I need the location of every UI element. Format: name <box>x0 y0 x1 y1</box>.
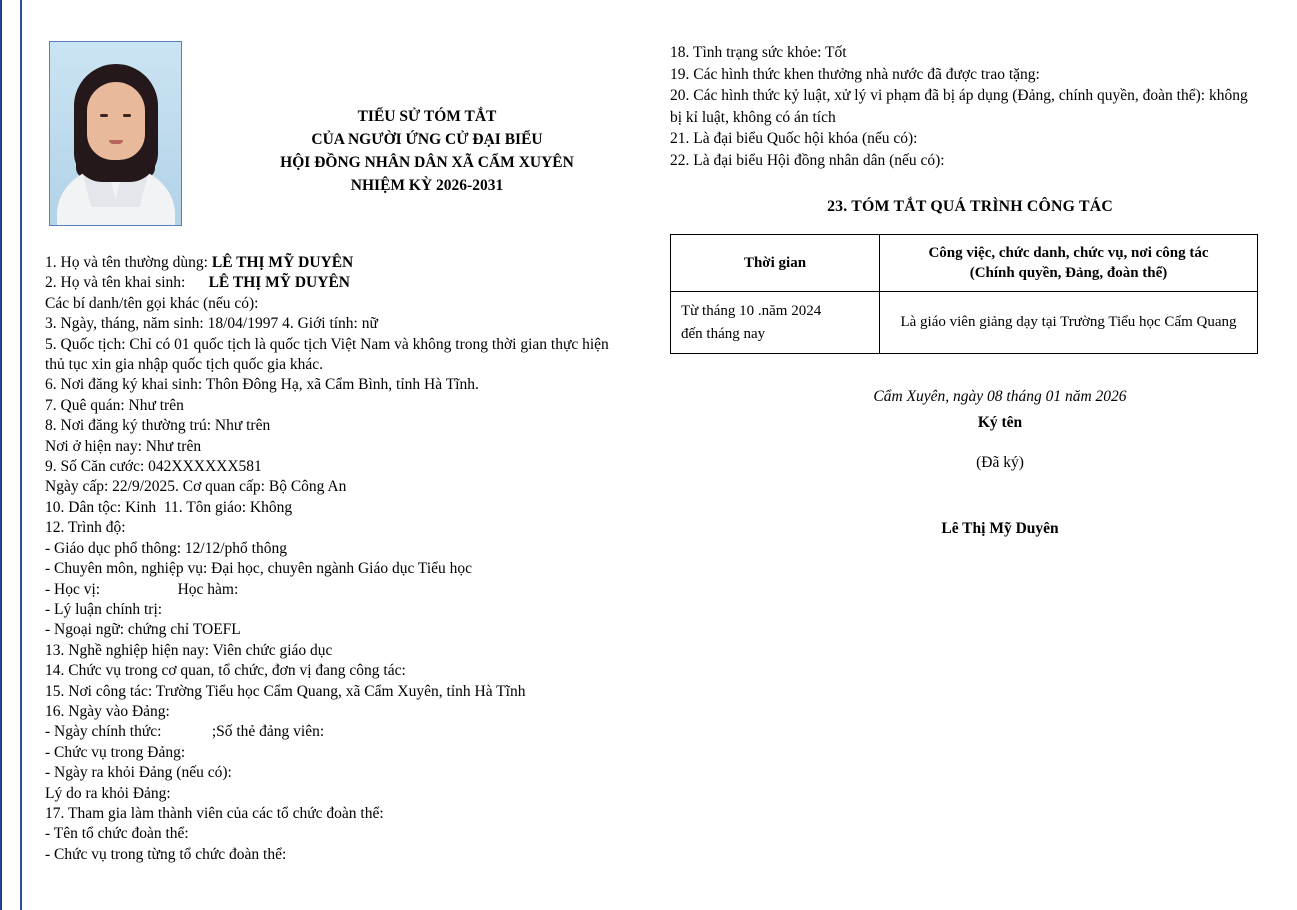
bio-line-13-text: 10. Dân tộc: Kinh 11. Tôn giáo: Không <box>45 498 293 516</box>
cell-time-line2: đến tháng nay <box>681 325 766 342</box>
bio-line-23 <box>45 702 657 722</box>
signature-place-date: Cẩm Xuyên, ngày 08 tháng 01 năm 2026 <box>873 388 1127 406</box>
bio-line-5 <box>45 335 657 355</box>
bio-line-21-text: 14. Chức vụ trong cơ quan, tổ chức, đơn vị đang công tác: <box>45 662 406 680</box>
bio-line-2-text: 2. Họ và tên khai sinh: LÊ THỊ MỸ DUYÊN <box>45 274 350 292</box>
bio-items-18-22 <box>670 42 1270 172</box>
bio-line-12-text: Ngày cấp: 22/9/2025. Cơ quan cấp: Bộ Công An <box>45 478 347 496</box>
document-title <box>202 106 652 198</box>
bio-line-14-text: 12. Trình độ: <box>45 519 126 537</box>
bio-line-20-discipline-wrap: bị kỉ luật, không có án tích <box>670 108 836 126</box>
title-line-3: HỘI ĐỒNG NHÂN DÂN XÃ CẨM XUYÊN <box>280 153 574 171</box>
bio-line-6-text: thủ tục xin gia nhập quốc tịch quốc gia khác. <box>45 356 324 374</box>
bio-line-28 <box>45 804 657 824</box>
bio-line-18 <box>45 600 657 620</box>
bio-line-26-text: - Ngày ra khỏi Đảng (nếu có): <box>45 764 232 782</box>
bio-line-18-text: - Lý luận chính trị: <box>45 600 163 618</box>
bio-line-21 <box>45 661 657 681</box>
title-line-2: CỦA NGƯỜI ỨNG CỬ ĐẠI BIỂU <box>311 130 543 148</box>
bio-line-2-text-bold: LÊ THỊ MỸ DUYÊN <box>208 274 350 292</box>
bio-line-30 <box>45 845 657 865</box>
bio-line-11 <box>45 457 657 477</box>
bio-line-10 <box>45 437 657 457</box>
photo-eye-right <box>123 114 131 117</box>
bio-line-6 <box>45 355 657 375</box>
bio-line-7-text: 6. Nơi đăng ký khai sinh: Thôn Đông Hạ, xã Cẩm Bình, tỉnh Hà Tĩnh. <box>45 376 479 394</box>
cell-time-line1: Từ tháng 10 .năm 2024 <box>681 303 822 320</box>
bio-line-18-health: 18. Tình trạng sức khỏe: Tốt <box>670 44 847 61</box>
bio-line-9 <box>45 416 657 436</box>
bio-line-19-awards: 19. Các hình thức khen thưởng nhà nước đã được trao tặng: <box>670 65 1040 83</box>
bio-line-4-text: 3. Ngày, tháng, năm sinh: 18/04/1997 4. Giới tính: nữ <box>45 315 378 333</box>
bio-line-20-discipline: 20. Các hình thức kỷ luật, xử lý vi phạm đã bị áp dụng (Đảng, chính quyền, đoàn thể): không <box>670 87 1248 105</box>
bio-line-26 <box>45 763 657 783</box>
signature-block <box>670 388 1270 538</box>
bio-line-2 <box>45 273 657 293</box>
bio-line-5-text: 5. Quốc tịch: Chỉ có 01 quốc tịch là quốc tịch Việt Nam và không trong thời gian thực hiện <box>45 335 609 353</box>
title-line-1: TIỂU SỬ TÓM TẮT <box>357 108 497 125</box>
bio-line-21-national-assembly: 21. Là đại biểu Quốc hội khóa (nếu có): <box>670 130 918 148</box>
cell-task: Là giáo viên giảng dạy tại Trường Tiểu học Cẩm Quang <box>880 292 1258 354</box>
bio-line-16 <box>45 559 657 579</box>
bio-line-10-text: Nơi ở hiện nay: Như trên <box>45 437 202 455</box>
signature-kyten-label: Ký tên <box>977 414 1023 432</box>
bio-line-28-text: 17. Tham gia làm thành viên của các tổ chức đoàn thể: <box>45 804 384 822</box>
biography-left-column <box>45 253 657 865</box>
bio-line-3-text: Các bí danh/tên gọi khác (nếu có): <box>45 294 259 312</box>
bio-line-27 <box>45 784 657 804</box>
bio-line-19 <box>45 620 657 640</box>
title-line-4: NHIỆM KỲ 2026-2031 <box>350 176 504 194</box>
bio-line-24-text: - Ngày chính thức: ;Số thẻ đảng viên: <box>45 723 325 741</box>
bio-line-15 <box>45 539 657 559</box>
bio-line-24 <box>45 722 657 742</box>
table-header-row <box>671 234 1258 292</box>
bio-line-27-text: Lý do ra khỏi Đảng: <box>45 784 171 802</box>
bio-line-17-text: - Học vị: Học hàm: <box>45 580 239 598</box>
page-left-border <box>20 0 22 910</box>
table-row <box>671 292 1258 354</box>
bio-line-8-text: 7. Quê quán: Như trên <box>45 396 184 414</box>
bio-line-1-text-bold: LÊ THỊ MỸ DUYÊN <box>211 254 354 271</box>
bio-line-20 <box>45 641 657 661</box>
bio-line-13 <box>45 498 657 518</box>
bio-line-14 <box>45 518 657 538</box>
bio-line-4 <box>45 314 657 334</box>
cell-time <box>671 292 880 354</box>
column-header-task <box>880 234 1258 292</box>
bio-line-8 <box>45 396 657 416</box>
bio-line-3 <box>45 294 657 314</box>
bio-line-22 <box>45 682 657 702</box>
bio-line-30-text: - Chức vụ trong từng tổ chức đoàn thể: <box>45 845 287 863</box>
bio-line-1 <box>45 253 657 273</box>
column-header-task-line1: Công việc, chức danh, chức vụ, nơi công tác <box>928 244 1209 261</box>
bio-line-12 <box>45 477 657 497</box>
candidate-portrait-photo <box>49 41 182 226</box>
column-header-time: Thời gian <box>671 234 880 292</box>
biography-right-column <box>670 42 1270 538</box>
photo-face <box>87 82 145 160</box>
photo-mouth <box>109 140 123 144</box>
bio-line-23-text: 16. Ngày vào Đảng: <box>45 702 170 720</box>
bio-line-9-text: 8. Nơi đăng ký thường trú: Như trên <box>45 417 271 435</box>
bio-line-16-text: - Chuyên môn, nghiệp vụ: Đại học, chuyên ngành Giáo dục Tiểu học <box>45 560 473 578</box>
signature-signer-name: Lê Thị Mỹ Duyên <box>941 520 1059 538</box>
signature-signed-note: (Đã ký) <box>976 454 1024 472</box>
bio-line-17 <box>45 580 657 600</box>
bio-line-20-text: 13. Nghề nghiệp hiện nay: Viên chức giáo dục <box>45 641 333 659</box>
bio-line-11-text: 9. Số Căn cước: 042XXXXXX581 <box>45 458 262 476</box>
bio-line-29 <box>45 824 657 844</box>
bio-line-19-text: - Ngoại ngữ: chứng chỉ TOEFL <box>45 621 241 639</box>
work-history-table <box>670 234 1258 355</box>
column-header-task-line2: (Chính quyền, Đảng, đoàn thể) <box>969 264 1168 281</box>
bio-line-15-text: - Giáo dục phổ thông: 12/12/phổ thông <box>45 539 287 557</box>
bio-line-22-people-council: 22. Là đại biểu Hội đồng nhân dân (nếu có): <box>670 151 945 169</box>
work-history-heading: 23. TÓM TẮT QUÁ TRÌNH CÔNG TÁC <box>827 197 1113 215</box>
bio-line-7 <box>45 375 657 395</box>
bio-line-25 <box>45 743 657 763</box>
bio-line-29-text: - Tên tổ chức đoàn thể: <box>45 825 189 843</box>
bio-line-1-text: 1. Họ và tên thường dùng: LÊ THỊ MỸ DUYÊN <box>45 254 354 271</box>
bio-line-22-text: 15. Nơi công tác: Trường Tiểu học Cẩm Quang, xã Cẩm Xuyên, tỉnh Hà Tĩnh <box>45 682 526 700</box>
photo-eye-left <box>100 114 108 117</box>
bio-line-25-text: - Chức vụ trong Đảng: <box>45 743 186 761</box>
